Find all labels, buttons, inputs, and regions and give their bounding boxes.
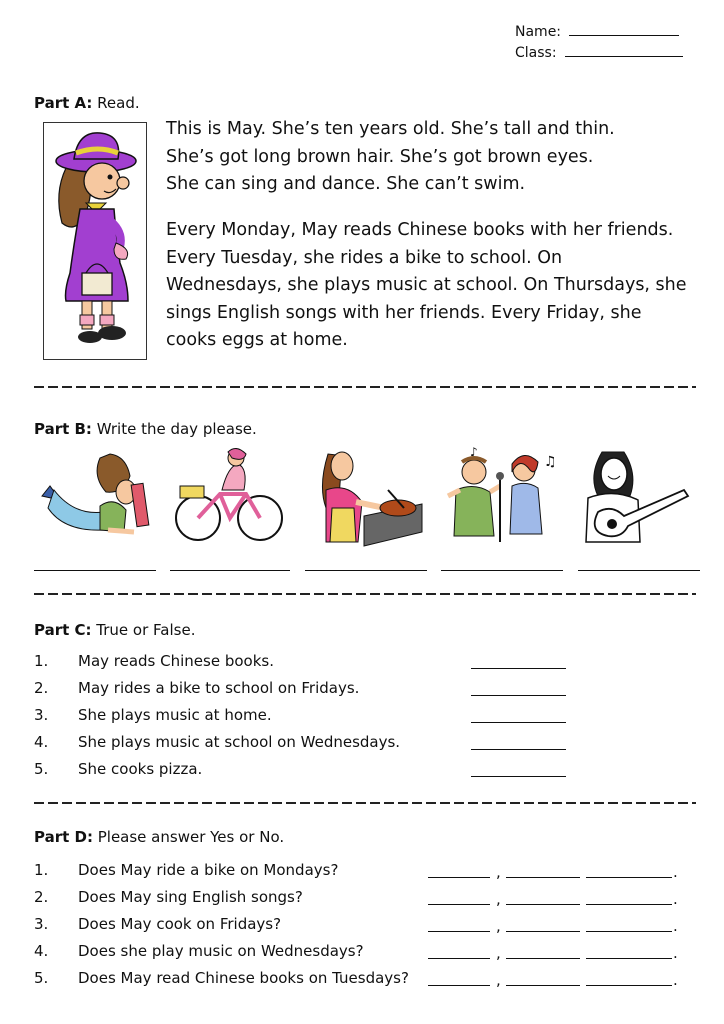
item-text: May reads Chinese books. <box>78 652 274 670</box>
answer-blank[interactable] <box>506 985 580 986</box>
item-number: 4. <box>34 733 49 751</box>
period: . <box>673 971 678 989</box>
comma: , <box>496 944 501 962</box>
item-text: Does May ride a bike on Mondays? <box>78 861 339 879</box>
section-divider <box>34 802 696 804</box>
story-line: sings English songs with her friends. Every Friday, she <box>166 302 642 323</box>
item-number: 3. <box>34 915 49 933</box>
comma: , <box>496 971 501 989</box>
true-false-blank[interactable] <box>471 749 566 750</box>
may-illustration <box>43 122 147 360</box>
part-c-instruction: True or False. <box>96 621 196 639</box>
period: . <box>673 863 678 881</box>
girl-cooking-icon <box>318 446 426 550</box>
true-false-blank[interactable] <box>471 722 566 723</box>
yes-no-blank[interactable] <box>428 931 490 932</box>
svg-text:♫: ♫ <box>544 454 557 470</box>
girl-playing-guitar-icon <box>578 446 694 544</box>
story-paragraph-2 <box>166 217 687 355</box>
comma: , <box>496 890 501 908</box>
list-item <box>0 760 724 780</box>
story-line: This is May. She’s ten years old. She’s tall and thin. <box>166 119 615 139</box>
period: . <box>673 917 678 935</box>
people-singing-icon <box>440 446 560 546</box>
story-line: She can sing and dance. She can’t swim. <box>166 174 526 194</box>
list-item <box>0 969 724 989</box>
girl-riding-bike-icon <box>172 446 288 546</box>
list-item <box>0 679 724 699</box>
item-number: 5. <box>34 969 49 987</box>
part-a-title: Part A: <box>34 94 93 112</box>
part-a-instruction: Read. <box>97 94 140 112</box>
list-item <box>0 888 724 908</box>
true-false-blank[interactable] <box>471 695 566 696</box>
answer-blank-thursday[interactable] <box>441 570 563 571</box>
girl-reading-icon <box>34 446 154 542</box>
answer-blank[interactable] <box>506 904 580 905</box>
item-text: Does May cook on Fridays? <box>78 915 282 933</box>
section-divider <box>34 386 696 388</box>
story-line: She’s got long brown hair. She’s got brown eyes. <box>166 146 594 167</box>
list-item <box>0 942 724 962</box>
item-number: 1. <box>34 861 49 879</box>
name-field <box>515 24 679 40</box>
name-label: Name: <box>515 24 562 40</box>
item-text: Does May sing English songs? <box>78 888 303 906</box>
yes-no-blank[interactable] <box>428 985 490 986</box>
answer-blank-tuesday[interactable] <box>170 570 290 571</box>
answer-blank[interactable] <box>506 931 580 932</box>
part-d-instruction: Please answer Yes or No. <box>97 828 285 846</box>
answer-blank[interactable] <box>586 877 672 878</box>
item-text: She cooks pizza. <box>78 760 203 778</box>
answer-blank[interactable] <box>506 877 580 878</box>
story-line: Every Monday, May reads Chinese books with her friends. <box>166 220 674 240</box>
story-line: Wednesdays, she plays music at school. On Thursdays, she <box>166 275 687 295</box>
item-text: Does she play music on Wednesdays? <box>78 942 364 960</box>
item-number: 2. <box>34 888 49 906</box>
story-line: cooks eggs at home. <box>166 330 348 350</box>
part-b-instruction: Write the day please. <box>96 420 257 438</box>
class-blank[interactable] <box>565 55 683 57</box>
list-item <box>0 706 724 726</box>
part-b-heading <box>34 420 257 438</box>
period: . <box>673 944 678 962</box>
answer-blank-wednesday[interactable] <box>578 570 700 571</box>
item-text: May rides a bike to school on Fridays. <box>78 679 360 697</box>
answer-blank[interactable] <box>506 958 580 959</box>
list-item <box>0 861 724 881</box>
item-number: 5. <box>34 760 49 778</box>
yes-no-blank[interactable] <box>428 904 490 905</box>
item-number: 3. <box>34 706 49 724</box>
list-item <box>0 652 724 672</box>
part-c-title: Part C: <box>34 621 92 639</box>
answer-blank[interactable] <box>586 904 672 905</box>
true-false-blank[interactable] <box>471 776 566 777</box>
true-false-blank[interactable] <box>471 668 566 669</box>
part-b-title: Part B: <box>34 420 92 438</box>
list-item <box>0 915 724 935</box>
story-line: Every Tuesday, she rides a bike to school. On <box>166 247 563 268</box>
answer-blank-monday[interactable] <box>34 570 156 571</box>
girl-illustration-icon <box>44 123 146 359</box>
answer-blank[interactable] <box>586 958 672 959</box>
answer-blank[interactable] <box>586 985 672 986</box>
list-item <box>0 733 724 753</box>
part-c-heading <box>34 621 195 639</box>
part-a-heading <box>34 94 140 112</box>
item-number: 1. <box>34 652 49 670</box>
item-number: 2. <box>34 679 49 697</box>
story-paragraph-1 <box>166 116 615 199</box>
svg-text:♪: ♪ <box>470 446 478 459</box>
comma: , <box>496 863 501 881</box>
item-text: Does May read Chinese books on Tuesdays? <box>78 969 409 987</box>
part-d-heading <box>34 828 284 846</box>
item-text: She plays music at school on Wednesdays. <box>78 733 401 751</box>
comma: , <box>496 917 501 935</box>
class-field <box>515 45 683 61</box>
part-d-title: Part D: <box>34 828 93 846</box>
section-divider <box>34 593 696 595</box>
yes-no-blank[interactable] <box>428 958 490 959</box>
item-text: She plays music at home. <box>78 706 272 724</box>
name-blank[interactable] <box>569 34 679 36</box>
item-number: 4. <box>34 942 49 960</box>
period: . <box>673 890 678 908</box>
yes-no-blank[interactable] <box>428 877 490 878</box>
answer-blank-friday[interactable] <box>305 570 427 571</box>
class-label: Class: <box>515 45 557 61</box>
answer-blank[interactable] <box>586 931 672 932</box>
